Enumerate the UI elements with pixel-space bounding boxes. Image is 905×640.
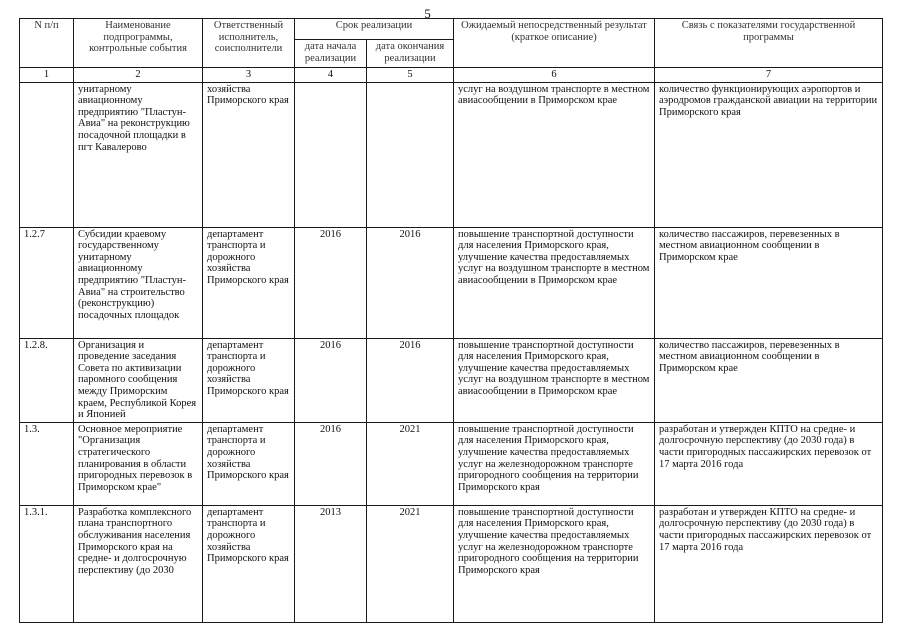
row-number: 1.3.1. [20,505,74,622]
table-row [20,422,883,505]
row-end-year: 2021 [367,422,454,505]
row-number: 1.2.7 [20,227,74,338]
program-table [19,18,883,623]
row-result: повышение транспортной доступности для населения Приморского края, улучшение качества предоставляемых услуг на железнодорожном транспорте пригородного сообщения на территории Приморского края [454,505,655,622]
row-result: услуг на воздушном транспорте в местном авиасообщении в Приморском крае [454,82,655,227]
column-number-row [20,68,883,83]
row-start-year [295,82,367,227]
row-responsible: департамент транспорта и дорожного хозяйства Приморского края [203,338,295,422]
row-name: Разработка комплексного плана транспортного обслуживания населения Приморского края на средне- и долгосрочную перспективу (до 2030 [74,505,203,622]
row-name: Организация и проведение заседания Совета по активизации паромного сообщения между Приморским краем, Республикой Корея и Японией [74,338,203,422]
header-end: дата окончания реализации [367,40,454,68]
header-start: дата начала реализации [295,40,367,68]
header-term: Срок реализации [295,19,454,40]
column-number: 3 [203,68,295,83]
row-start-year: 2013 [295,505,367,622]
header-link: Связь с показателями государственной программы [655,19,883,68]
row-indicator-link: количество пассажиров, перевезенных в местном авиационном сообщении в Приморском крае [655,338,883,422]
column-number: 5 [367,68,454,83]
table-row [20,505,883,622]
row-indicator-link: разработан и утвержден КПТО на средне- и долгосрочную перспективу (до 2030 года) в части пригородных пассажирских перевозок от 17 марта 2016 года [655,422,883,505]
row-start-year: 2016 [295,422,367,505]
row-responsible: департамент транспорта и дорожного хозяйства Приморского края [203,227,295,338]
row-name: Основное мероприятие "Организация стратегического планирования в области пригородных перевозок в Приморском крае" [74,422,203,505]
row-responsible: департамент транспорта и дорожного хозяйства Приморского края [203,505,295,622]
header-responsible: Ответственный исполнитель, соисполнители [203,19,295,68]
header-row [20,19,883,40]
row-number [20,82,74,227]
row-end-year: 2016 [367,227,454,338]
row-result: повышение транспортной доступности для населения Приморского края, улучшение качества предоставляемых услуг на воздушном транспорте в местном авиасообщении в Приморском крае [454,338,655,422]
column-number: 2 [74,68,203,83]
column-number: 7 [655,68,883,83]
row-end-year: 2021 [367,505,454,622]
page-number: 5 [424,6,431,21]
column-number: 4 [295,68,367,83]
row-indicator-link: количество функционирующих аэропортов и аэродромов гражданской авиации на территории Приморского края [655,82,883,227]
row-result: повышение транспортной доступности для населения Приморского края, улучшение качества предоставляемых услуг на воздушном транспорте в местном авиасообщении в Приморском крае [454,227,655,338]
row-indicator-link: количество пассажиров, перевезенных в местном авиационном сообщении в Приморском крае [655,227,883,338]
row-start-year: 2016 [295,227,367,338]
table-row [20,338,883,422]
row-responsible: департамент транспорта и дорожного хозяйства Приморского края [203,422,295,505]
header-n: N п/п [20,19,74,68]
row-end-year [367,82,454,227]
row-result: повышение транспортной доступности для населения Приморского края, улучшение качества предоставляемых услуг на железнодорожном транспорте пригородного сообщения на территории Приморского края [454,422,655,505]
table-row [20,82,883,227]
header-name: Наименование подпрограммы, контрольные события [74,19,203,68]
row-responsible: хозяйства Приморского края [203,82,295,227]
row-end-year: 2016 [367,338,454,422]
column-number: 1 [20,68,74,83]
header-result: Ожидаемый непосредственный результат (краткое описание) [454,19,655,68]
row-name: Субсидии краевому государственному унитарному авиационному предприятию "Пластун-Авиа" на строительство (реконструкцию) посадочных площадок [74,227,203,338]
table-row [20,227,883,338]
column-number: 6 [454,68,655,83]
row-name: унитарному авиационному предприятию "Пластун-Авиа" на реконструкцию посадочной площадки в пгт Кавалерово [74,82,203,227]
row-number: 1.3. [20,422,74,505]
row-number: 1.2.8. [20,338,74,422]
row-start-year: 2016 [295,338,367,422]
row-indicator-link: разработан и утвержден КПТО на средне- и долгосрочную перспективу (до 2030 года) в части пригородных пассажирских перевозок от 17 марта 2016 года [655,505,883,622]
